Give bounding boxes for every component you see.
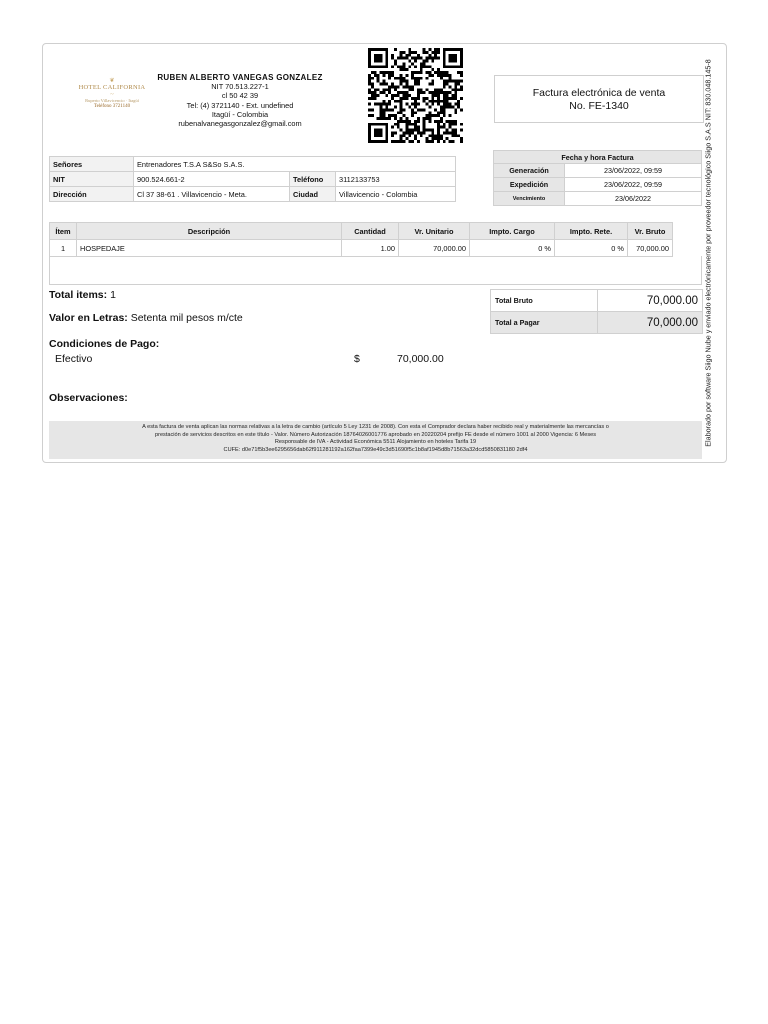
issuer-block <box>150 73 330 128</box>
invoice-title: Factura electrónica de venta <box>532 87 666 99</box>
invoice-title-box <box>494 75 704 123</box>
generacion-value: 23/06/2022, 09:59 <box>565 164 702 178</box>
legal-line-3: Responsable de IVA - Actividad Económica 5511 Alojamiento en hoteles Tarifa 19 <box>274 439 477 446</box>
expedicion-value: 23/06/2022, 09:59 <box>565 178 702 192</box>
issuer-nit: NIT 70.513.227-1 <box>211 82 269 92</box>
logo-sub: Ruperto Villavicencio · Itagüí <box>85 98 139 103</box>
issuer-name: RUBEN ALBERTO VANEGAS GONZALEZ <box>157 73 323 82</box>
letras-value: Setenta mil pesos m/cte <box>130 312 243 324</box>
legal-line-4: CUFE: d0e71f5b3ee6295656dab62f911281192a162faa7399e49c3d51690f5c1b8af1945d8b71563a32dcd5850831180 2df4 <box>223 446 528 453</box>
issuer-phone: Tel: (4) 3721140 - Ext. undefined <box>186 100 294 110</box>
col-item: Ítem <box>50 223 77 240</box>
telefono-label: Teléfono <box>290 172 336 187</box>
senores-label: Señores <box>50 157 134 172</box>
observaciones-label: Observaciones: <box>49 392 128 404</box>
generacion-label: Generación <box>494 164 565 178</box>
col-bruto: Vr. Bruto <box>628 223 673 240</box>
valor-letras <box>49 312 243 324</box>
condiciones-currency: $ <box>354 353 360 365</box>
logo-divider-icon: ~ <box>110 92 114 98</box>
condiciones-label: Condiciones de Pago: <box>49 338 160 350</box>
nit-label: NIT <box>50 172 134 187</box>
logo-name: HOTEL CALIFORNIA <box>78 84 146 91</box>
cell-cantidad: 1.00 <box>342 240 399 257</box>
vencimiento-value: 23/06/2022 <box>565 192 702 206</box>
expedicion-label: Expedición <box>494 178 565 192</box>
total-pagar-value: 70,000.00 <box>598 312 703 334</box>
legal-line-2: prestación de servicios descritos en este título - Valor. Número Autorización 18764026001776 aprobado en 20220204 prefijo FE desde el número 1001 al 2000 Vigencia: 6 Meses <box>154 431 597 438</box>
col-cargo: Impto. Cargo <box>470 223 555 240</box>
issuer-city: Itagüí - Colombia <box>211 109 269 119</box>
items-table <box>49 222 673 257</box>
cell-bruto: 70,000.00 <box>628 240 673 257</box>
legal-line-1: A esta factura de venta aplican las normas relativas a la letra de cambio (artículo 5 Ley 1231 de 2008). Con esta el Comprador declara haber recibido real y materialmente las mercancías o <box>142 424 609 430</box>
cell-item: 1 <box>50 240 77 257</box>
vencimiento-label: Vencimiento <box>494 192 565 206</box>
condiciones-value: Efectivo <box>55 353 93 365</box>
total-items-label: Total items: <box>49 289 108 301</box>
ciudad-value: Villavicencio - Colombia <box>336 187 456 202</box>
ciudad-label: Ciudad <box>290 187 336 202</box>
telefono-value: 3112133753 <box>336 172 456 187</box>
col-descripcion: Descripción <box>77 223 342 240</box>
senores-value: Entrenadores T.S.A S&So S.A.S. <box>134 157 456 172</box>
invoice-number: No. FE-1340 <box>569 100 629 112</box>
cell-cargo: 0 % <box>470 240 555 257</box>
condiciones-amount: 70,000.00 <box>397 353 444 365</box>
direccion-value: Cl 37 38-61 . Villavicencio - Meta. <box>134 187 290 202</box>
col-unitario: Vr. Unitario <box>399 223 470 240</box>
items-empty-area <box>49 256 702 285</box>
logo-tel: Teléfono 3721140 <box>93 104 131 109</box>
letras-label: Valor en Letras: <box>49 312 128 324</box>
col-rete: Impto. Rete. <box>555 223 628 240</box>
issuer-address: cl 50 42 39 <box>221 91 259 101</box>
total-items-value: 1 <box>110 289 116 301</box>
nit-value: 900.524.661-2 <box>134 172 290 187</box>
software-credit: Elaborado por software Siigo Nube y enviado electrónicamente por proveedor tecnológico Siigo S.A.S NIT: 830.048.145-8 <box>703 59 713 447</box>
cell-descripcion: HOSPEDAJE <box>77 240 342 257</box>
col-cantidad: Cantidad <box>342 223 399 240</box>
totals-table <box>490 289 703 334</box>
dates-header: Fecha y hora Factura <box>494 151 702 164</box>
issuer-email: rubenalvanegasgonzalez@gmail.com <box>178 119 302 129</box>
client-table <box>49 156 456 202</box>
legal-notice <box>49 421 702 459</box>
total-bruto-value: 70,000.00 <box>598 290 703 312</box>
logo-flourish-icon: ❦ <box>109 78 115 84</box>
total-bruto-label: Total Bruto <box>491 290 598 312</box>
cell-unitario: 70,000.00 <box>399 240 470 257</box>
qr-code-icon <box>368 48 463 143</box>
table-row <box>50 240 673 257</box>
direccion-label: Dirección <box>50 187 134 202</box>
total-pagar-label: Total a Pagar <box>491 312 598 334</box>
total-items <box>49 289 116 301</box>
dates-table <box>493 150 702 206</box>
hotel-logo <box>72 78 152 110</box>
cell-rete: 0 % <box>555 240 628 257</box>
